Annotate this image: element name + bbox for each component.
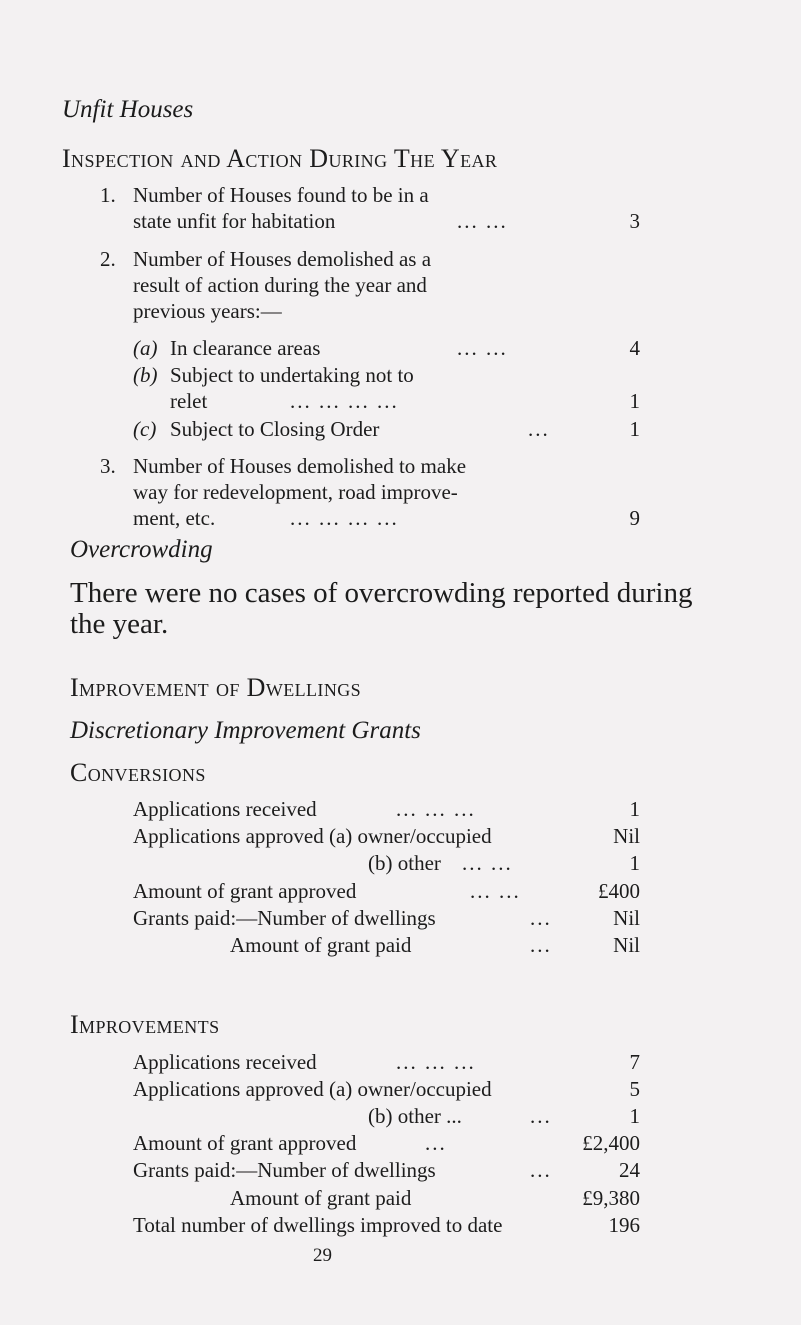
item-text: result of action during the year and [133,273,427,297]
leader-dots: ... ... ... [396,797,476,821]
item-number: 1. [100,183,116,207]
leader-dots: ... ... [457,336,508,360]
conversion-row-label: Applications received [133,797,317,821]
overcrowding-text-line1: There were no cases of overcrowding reported during [70,577,693,609]
item-number: 3. [100,454,116,478]
improvement-row-value: £2,400 [582,1131,640,1155]
improvement-row-label: Total number of dwellings improved to date [133,1213,503,1237]
item-text: way for redevelopment, road improve- [133,480,458,504]
leader-dots: ... [530,906,552,930]
improvement-row-label: Applications received [133,1050,317,1074]
leader-dots: ... [530,1104,552,1128]
leader-dots: ... ... [457,209,508,233]
item-value: 1 [629,417,640,441]
leader-dots: ... [530,1158,552,1182]
conversion-row-value: 1 [629,797,640,821]
leader-dots: ... ... ... ... [290,389,399,413]
heading-conversions: Conversions [70,758,206,787]
leader-dots: ... [530,933,552,957]
item-value: 4 [629,336,640,360]
heading-improvement-of-dwellings: Improvement of Dwellings [70,673,362,702]
improvement-row-value: 24 [619,1158,640,1182]
item-text: state unfit for habitation [133,209,336,233]
leader-dots: ... ... ... ... [290,506,399,530]
conversion-row-label: (b) other [368,851,441,875]
item-text: Number of Houses found to be in a [133,183,429,207]
improvement-row-value: 7 [629,1050,640,1074]
leader-dots: ... [425,1131,447,1155]
sub-item-text: relet [170,389,208,413]
improvement-row-label: Grants paid:—Number of dwellings [133,1158,436,1182]
improvement-row-label: Amount of grant paid [230,1186,412,1210]
improvement-row-value: £9,380 [582,1186,640,1210]
conversion-row-label: Amount of grant paid [230,933,412,957]
conversion-row-label: Applications approved (a) owner/occupied [133,824,492,848]
sub-item-letter: (a) [133,336,158,360]
section-title-overcrowding: Overcrowding [70,536,213,563]
item-text: Number of Houses demolished to make [133,454,467,478]
sub-item-letter: (b) [133,363,158,387]
conversion-row-value: Nil [613,933,640,957]
improvement-row-value: 5 [629,1077,640,1101]
conversion-row-value: Nil [613,824,640,848]
improvement-row-value: 1 [629,1104,640,1128]
item-value: 1 [629,389,640,413]
leader-dots: ... ... ... [396,1050,476,1074]
sub-item-text: In clearance areas [170,336,321,360]
leader-dots: ... ... [462,851,513,875]
subtitle-discretionary-grants: Discretionary Improvement Grants [70,717,421,744]
sub-item-text: Subject to undertaking not to [170,363,414,387]
conversion-row-label: Grants paid:—Number of dwellings [133,906,436,930]
improvement-row-label: (b) other ... [368,1104,462,1128]
conversion-row-value: 1 [629,851,640,875]
leader-dots: ... [528,417,550,441]
overcrowding-text-line2: the year. [70,608,169,640]
sub-item-letter: (c) [133,417,157,441]
item-value: 3 [629,209,640,233]
item-number: 2. [100,247,116,271]
heading-improvements: Improvements [70,1010,220,1039]
page-number: 29 [313,1245,332,1266]
item-value: 9 [629,506,640,530]
heading-inspection-action: Inspection and Action During The Year [62,144,498,173]
section-title-unfit-houses: Unfit Houses [62,96,194,123]
item-text: Number of Houses demolished as a [133,247,432,271]
conversion-row-value: Nil [613,906,640,930]
improvement-row-label: Applications approved (a) owner/occupied [133,1077,492,1101]
improvement-row-label: Amount of grant approved [133,1131,357,1155]
conversion-row-value: £400 [598,879,640,903]
conversion-row-label: Amount of grant approved [133,879,357,903]
item-text: ment, etc. [133,506,216,530]
item-text: previous years:— [133,299,282,323]
leader-dots: ... ... [470,879,521,903]
sub-item-text: Subject to Closing Order [170,417,380,441]
improvement-row-value: 196 [608,1213,640,1237]
